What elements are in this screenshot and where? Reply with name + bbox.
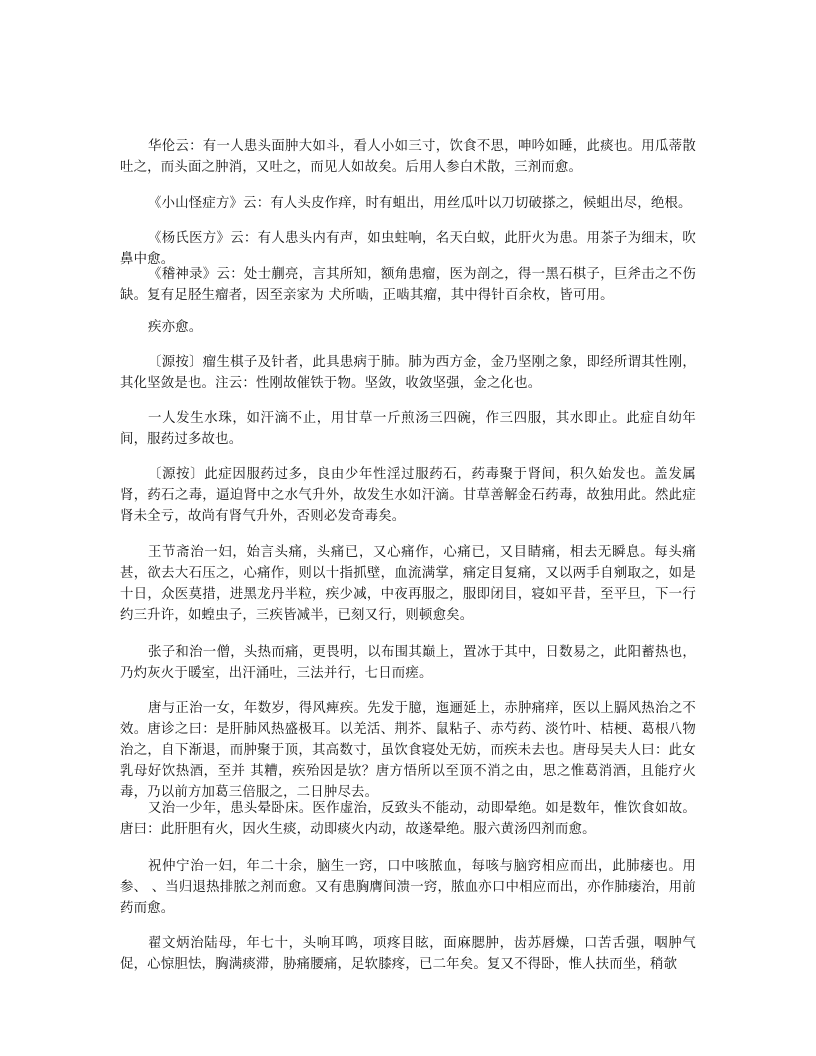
paragraph-11: 唐与正治一女，年数岁，得风痺疾。先发于臆，迤逦延上，赤肿痛痒，医以上膈风热治之不效。唐诊之曰：是肝肺风热盛极耳。以羌活、荆芥、鼠粘子、赤芍药、淡竹叶、桔梗、葛根八物治之，自下渐退，而肿聚于顶，其高数寸，虽饮食寝处无妨，而疾未去也。唐母吴夫人曰：此女乳母好饮热酒，至并 其糟，疾殆因是欤？唐方悟所以至顶不消之由，思之惟葛消酒，且能疗火毒，乃以前方加葛三倍服之，二日肿尽去。: [120, 701, 696, 800]
paragraph-2: 《小山怪症方》云：有人头皮作痒，时有蛆出，用丝瓜叶以刀切破搽之，候蛆出尽，绝根。: [148, 196, 692, 211]
paragraph-10: 张子和治一僧，头热而痛，更畏明，以布围其巅上，置冰于其中，日数易之，此阳蓄热也，乃灼灰火于暖室，出汗涌吐，三法并行，七日而瘥。: [120, 645, 696, 681]
paragraph-7: 一人发生水珠，如汗滴不止，用甘草一斤煎汤三四碗，作三四服，其水即止。此症自幼年间，服药过多故也。: [120, 411, 696, 447]
paragraph-5: 疾亦愈。: [148, 320, 203, 335]
paragraph-9: 王节斋治一妇，始言头痛，头痛已，又心痛作，心痛已，又目睛痛，相去无瞬息。每头痛甚，欲去大石压之，心痛作，则以十指抓壁，血流满掌，痛定目复痛，又以两手自剜取之，如是十日，众医莫措，进黑龙丹半粒，疾少减，中夜再服之，服即闭目，寝如平昔，至平旦，下一行约三升许，如蝗虫子，三疾皆减半，已刻又行，则顿愈矣。: [120, 545, 696, 623]
paragraph-14: 翟文炳治陆母，年七十，头响耳鸣，项疼目眩，面麻腮肿，齿苏唇燥，口苦舌强，咽肿气促，心惊胆怯，胸满痰滞，胁痛腰痛，足软膝疼，已二年矣。复又不得卧，惟人扶而坐，稍欹: [120, 936, 696, 972]
paragraph-1: 华伦云：有一人患头面肿大如斗，看人小如三寸，饮食不思，呻吟如睡，此痰也。用瓜蒂散吐之，而头面之肿消，又吐之，而见人如故矣。后用人参白术散，三剂而愈。: [120, 139, 696, 175]
paragraph-8: 〔源按〕此症因服药过多，良由少年性淫过服药石，药毒聚于肾间，积久始发也。盖发属肾，药石之毒，逼迫肾中之水气升外，故发生水如汗滴。甘草善解金石药毒，故独用此。然此症肾未全亏，故尚有肾气升外，否则必发奇毒矣。: [120, 467, 696, 524]
paragraph-13: 祝仲宁治一妇，年二十余，脑生一窍，口中咳脓血，每咳与脑窍相应而出，此肺痿也。用参、 、当归退热排脓之剂而愈。又有患胸膺间溃一窍，脓血亦口中相应而出，亦作肺痿治，用前药而愈。: [120, 859, 696, 916]
paragraph-4: 《稽神录》云：处士蒯亮，言其所知，额角患瘤，医为剖之，得一黑石棋子，巨斧击之不伤缺。复有足胫生瘤者，因至亲家为 犬所啮，正啮其瘤，其中得针百余枚，皆可用。: [120, 267, 696, 303]
paragraph-3: 《杨氏医方》云：有人患头内有声，如虫蛀响，名天白蚁，此肝火为患。用茶子为细末，吹鼻中愈。: [120, 231, 696, 267]
paragraph-12: 又治一少年，患头晕卧床。医作虚治，反致头不能动，动即晕绝。如是数年，惟饮食如故。唐曰：此肝胆有火，因火生痰，动即痰火内动，故遂晕绝。服六黄汤四剂而愈。: [120, 801, 696, 837]
paragraph-6: 〔源按〕瘤生棋子及针者，此具患病于肺。肺为西方金，金乃坚刚之象，即经所谓其性刚，其化坚敛是也。注云：性刚故催铁于物。坚敛，收敛坚强，金之化也。: [120, 355, 696, 391]
